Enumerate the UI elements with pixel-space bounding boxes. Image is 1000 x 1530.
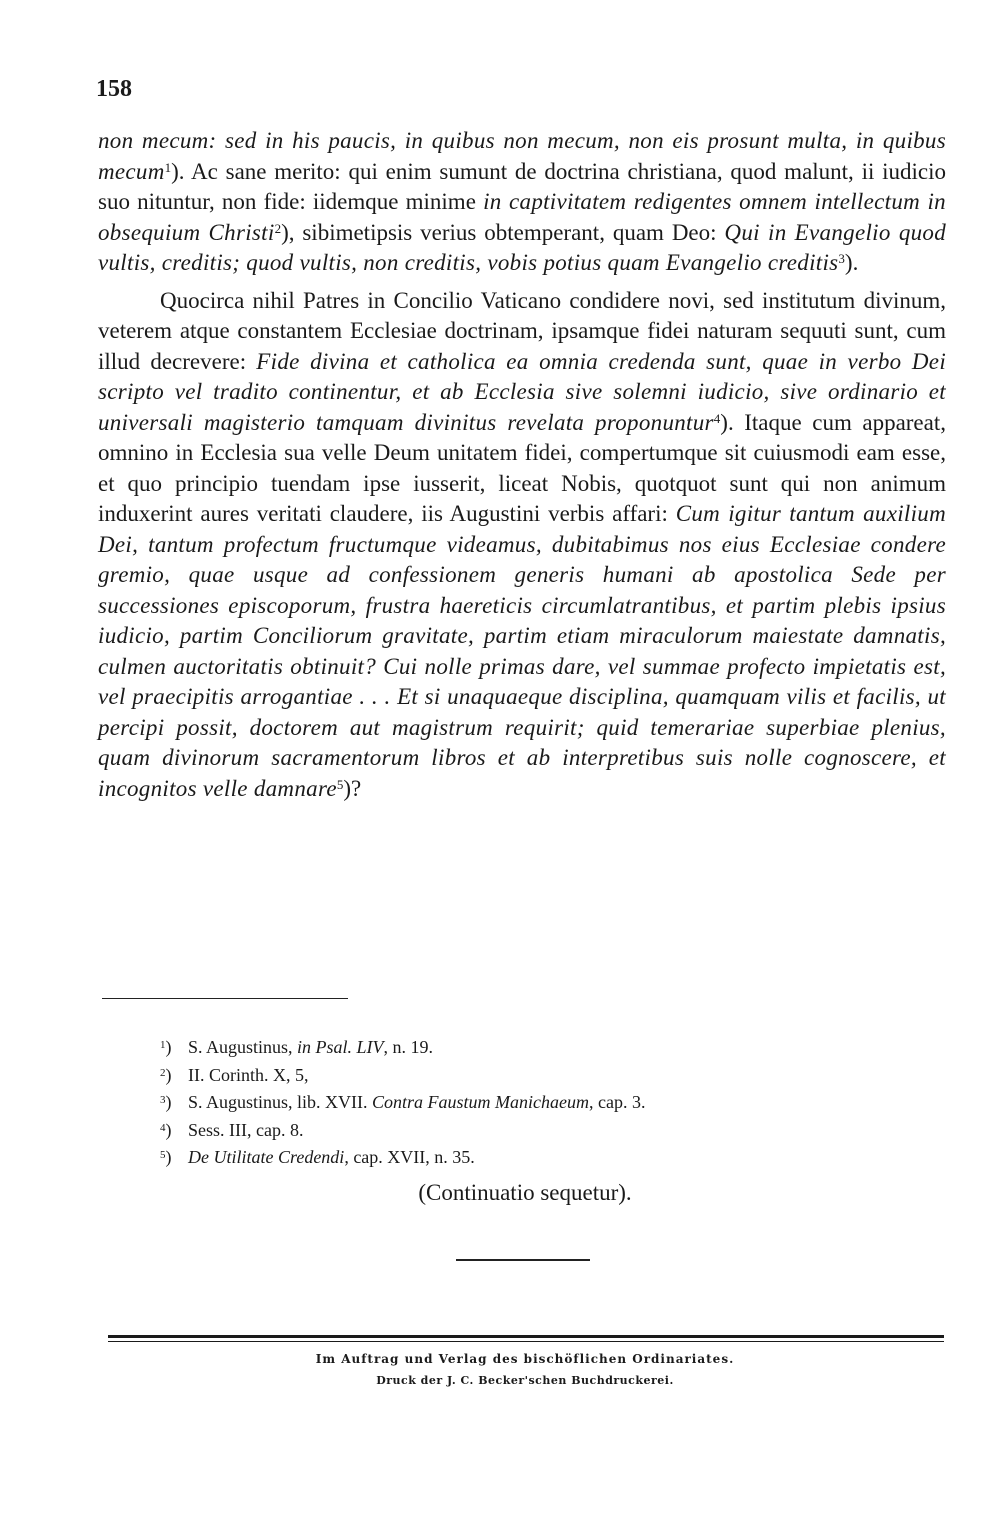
footnote-text: II. Corinth. X, 5,	[188, 1064, 309, 1085]
footnote	[160, 1089, 920, 1117]
paragraph-2	[98, 286, 946, 805]
imprint-publisher: Im Auftrag und Verlag des bischöflichen Ordinariates.	[315, 1352, 735, 1366]
footnote-number: $^2$)	[160, 1064, 172, 1085]
quotation-corinthians: in captivitatem redigentes omnem intellectum in obsequium Christi	[98, 189, 946, 245]
quotation-vatican-council: Fide divina et catholica ea omnia credenda sunt, quae in verbo Dei scripto vel tradito continentur, et ab Ecclesia sive solemni iudicio, sive ordinario et universali magisterio tamquam divinitus revelata proponuntur	[98, 348, 947, 435]
quotation-augustine-2: Qui in Evangelio quod vultis, creditis; quod vultis, non creditis, vobis potius quam Evangelio creditis	[98, 219, 947, 275]
footnote-ref-1: 1	[164, 159, 172, 175]
text-segment: ).	[844, 250, 859, 275]
footnote-number: $^4$)	[160, 1119, 172, 1140]
footnote	[160, 1062, 920, 1090]
body-text	[98, 126, 946, 804]
quotation-augustine-3: Cum igitur tantum auxilium Dei, tantum profectum fructumque videamus, dubitabimus nos eius Ecclesiae condere gremio, quae usque ad confessionem generis humani ab apostolica Sede per successiones episcoporum, frustra haereticis circumlatrantibus, et partim plebis ipsius iudicio, partim Conciliorum gravitate, partim etiam miraculorum maiestate damnatis, culmen auctoritatis obtinuit? Cui nolle primas dare, vel summae profecto impietatis est, vel praecipitis arrogantiae . . . Et si unaquaeque disciplina, quamquam vilis et facilis, ut percipi possit, doctorem aut magistrum requirit; quid temerariae superbiae plenius, quam divinorum sacramentorum libros et ab interpretibus suis nolle cognoscere, et incognitos velle damnare	[98, 501, 946, 801]
quotation-augustine-1: non mecum: sed in his paucis, in quibus non mecum, non eis prosunt multa, in quibus mecum	[98, 128, 946, 184]
footnote-number: $^5$)	[160, 1147, 172, 1167]
footnote-ref-5: 5	[336, 776, 344, 792]
continuation-note: (Continuatio sequetur).	[418, 1180, 632, 1205]
footnote-text: S. Augustinus, lib. XVII. Contra Faustum Manichaeum, cap. 3.	[188, 1092, 646, 1112]
text-segment: ). Ac sane merito: qui enim sumunt de doctrina christiana, quod malunt, ii iudicio suo nituntur, non fide: iidemque minime	[98, 158, 946, 214]
page-number: 158	[96, 76, 132, 102]
end-divider	[456, 1259, 590, 1261]
footnotes	[160, 1034, 920, 1172]
text-segment: Quocirca nihil Patres in Concilio Vaticano condidere novi, sed institutum divinum, veterem atque constantem Ecclesiae doctrinam, ipsamque fidei naturam sequuti sunt, cum illud decrevere:	[98, 287, 946, 374]
footnote-divider	[102, 998, 348, 999]
footnote-text: S. Augustinus, in Psal. LIV, n. 19.	[188, 1037, 434, 1057]
footnote	[160, 1117, 920, 1145]
imprint-divider-thick	[108, 1335, 944, 1338]
footnote-text: De Utilitate Credendi, cap. XVII, n. 35.	[188, 1147, 475, 1167]
imprint-divider-thin	[108, 1341, 944, 1342]
text-segment: ). Itaque cum appareat, omnino in Ecclesia sua velle Deum unitatem fidei, compertumque sit cuiusmodi eam esse, et quo principio tuendam ipse iusserit, liceat Nobis, quotquot sunt qui non animum induxerint aures veritati claudere, iis Augustini verbis affari:	[98, 409, 946, 526]
imprint-printer: Druck der J. C. Becker'schen Buchdruckerei.	[376, 1374, 674, 1387]
paragraph-1	[98, 126, 946, 279]
footnote-text: Sess. III, cap. 8.	[188, 1119, 304, 1140]
footnote	[160, 1144, 920, 1172]
footnote-number: $^3$)	[160, 1092, 172, 1112]
text-segment: ), sibimetipsis verius obtemperant, quam Deo:	[281, 219, 725, 245]
footnote-ref-2: 2	[274, 220, 282, 236]
footnote-ref-3: 3	[838, 251, 845, 266]
footnote-number: $^1$)	[160, 1037, 172, 1057]
footnote	[160, 1034, 920, 1062]
footnote-ref-4: 4	[713, 410, 721, 426]
text-segment: )?	[343, 775, 362, 801]
